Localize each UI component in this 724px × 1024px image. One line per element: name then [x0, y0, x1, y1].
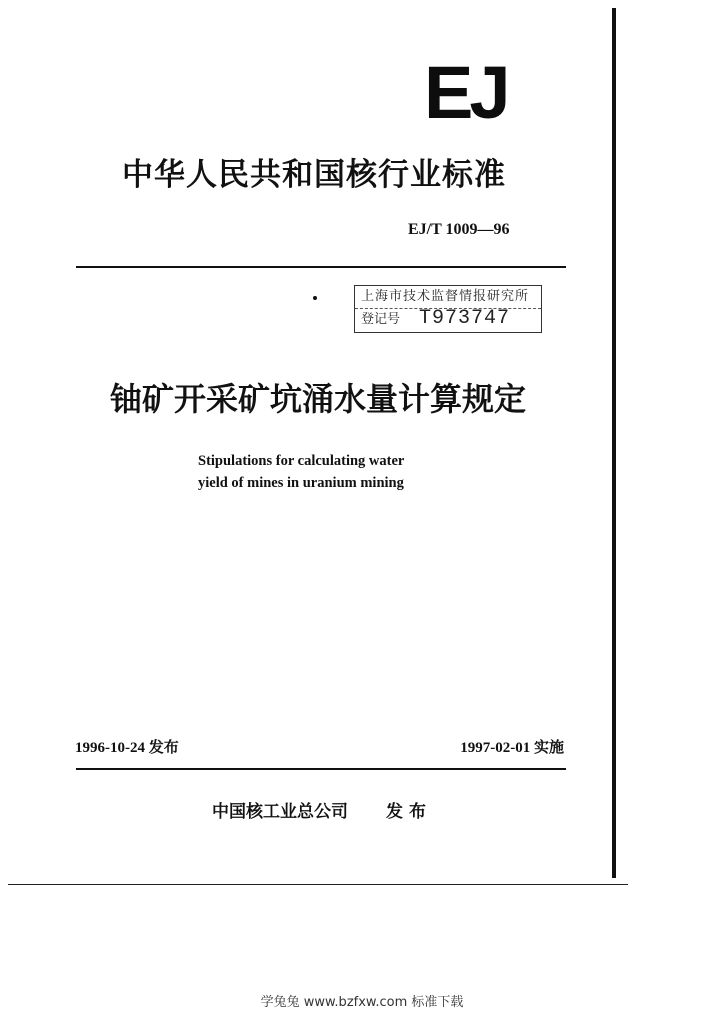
stamp-institute: 上海市技术监督情报研究所 [361, 289, 530, 304]
footer-rule [76, 768, 566, 770]
stamp-register-number: T973747 [419, 307, 511, 330]
page-border-right [612, 8, 616, 878]
english-title-line: yield of mines in uranium mining [198, 475, 404, 491]
standard-code: EJ/T 1009—96 [408, 221, 510, 238]
document-title-english [198, 450, 478, 494]
standard-category-title: 中华人民共和国核行业标准 [122, 157, 506, 193]
scan-dot [313, 296, 317, 300]
ej-logo: EJ [424, 51, 507, 134]
library-stamp [354, 285, 542, 333]
document-title-chinese: 铀矿开采矿坑涌水量计算规定 [110, 380, 527, 418]
english-title-line: Stipulations for calculating water [198, 453, 405, 469]
page-border-bottom [8, 884, 628, 885]
effective-date: 1997-02-01 实施 [460, 740, 564, 756]
stamp-register-label: 登记号 [361, 312, 401, 327]
publisher-action: 发布 [386, 802, 432, 822]
publisher-name: 中国核工业总公司 [212, 802, 348, 822]
issue-date: 1996-10-24 发布 [75, 740, 179, 756]
site-watermark: 学兔兔 www.bzfxw.com 标准下载 [260, 995, 464, 1010]
header-rule [76, 266, 566, 268]
